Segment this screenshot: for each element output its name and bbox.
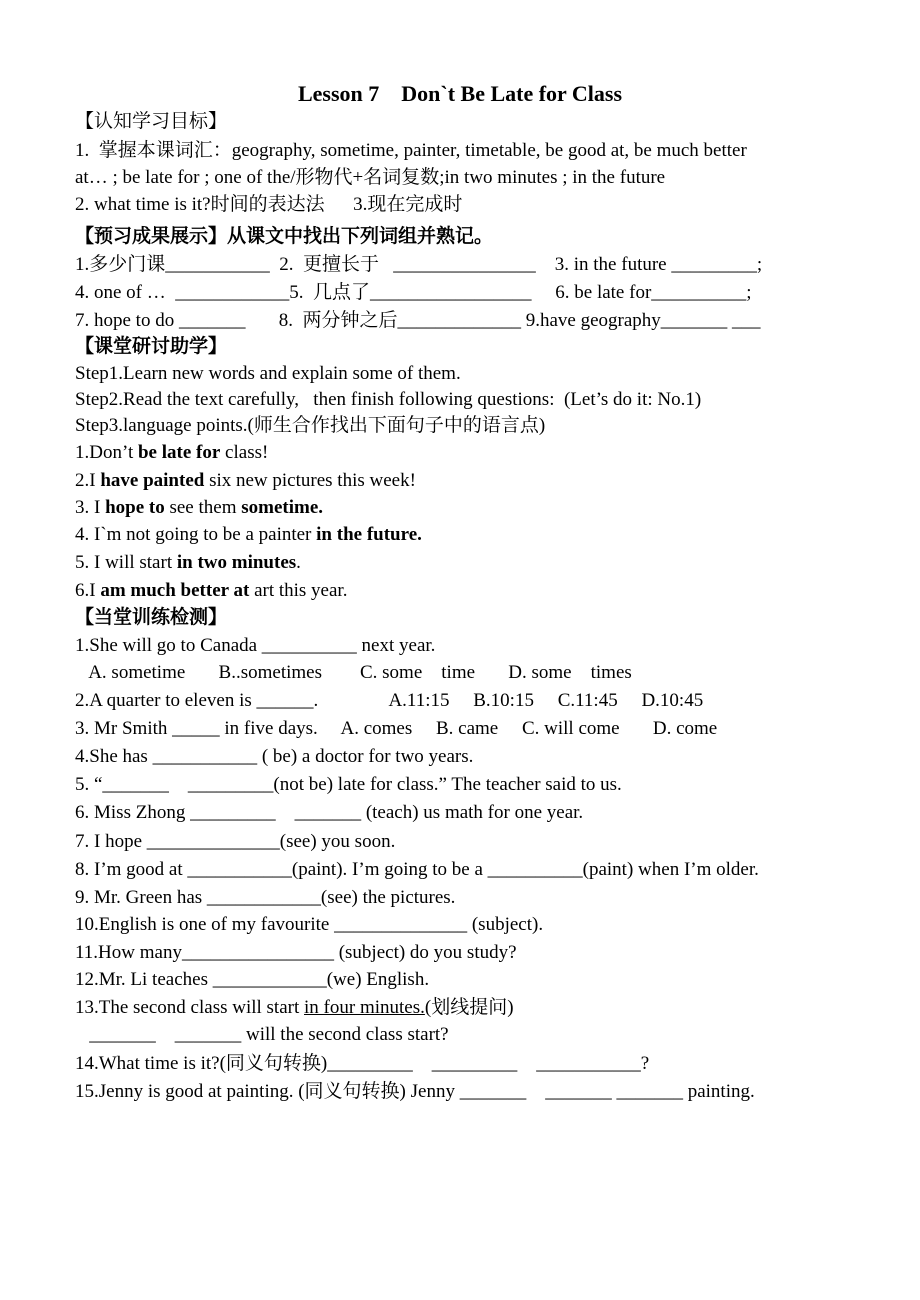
text-segment: 2. what time is it?时间的表达法 3.现在完成时 — [75, 194, 463, 215]
text-segment: 1. 掌握本课词汇：geography, sometime, painter, timetable, be good at, be much better — [75, 140, 747, 161]
underlined-phrase: in four minutes. — [304, 997, 425, 1018]
text-segment: 【当堂训练检测】 — [75, 607, 228, 628]
text-line — [75, 309, 761, 333]
text-segment: 3. I — [75, 497, 106, 518]
text-segment: 【课堂研讨助学】 — [75, 336, 228, 357]
bold-phrase: in the future. — [316, 524, 422, 545]
text-line — [75, 193, 462, 217]
page-title: Lesson 7 Don`t Be Late for Class — [297, 81, 623, 106]
text-segment: 1.多少门课___________ 2. 更擅长于 _______________ 3. in the future _________; — [75, 254, 763, 275]
text-segment: 8. I’m good at ___________(paint). I’m going to be a __________(paint) when I’m older. — [75, 859, 759, 880]
text-line — [75, 496, 323, 520]
text-segment: 6.I — [75, 580, 101, 601]
text-line — [75, 523, 422, 547]
text-line — [75, 281, 752, 305]
text-segment: Step2.Read the text carefully, then finish following questions: (Let’s do it: No.1) — [75, 389, 702, 410]
bold-phrase: am much better at — [100, 580, 250, 601]
text-segment: 1.Don’t — [75, 442, 138, 463]
text-segment: 14.What time is it?(同义句转换)_________ _________ ___________? — [75, 1053, 650, 1074]
bold-phrase: hope to — [105, 497, 165, 518]
bold-phrase: be late for — [137, 442, 221, 463]
section-heading — [75, 110, 227, 134]
text-segment: A. sometime B..sometimes C. some time D. some times — [75, 662, 632, 683]
text-segment: 4.She has ___________ ( be) a doctor for two years. — [75, 746, 474, 767]
text-line — [75, 745, 473, 769]
bold-phrase: sometime. — [241, 497, 324, 518]
text-line — [75, 441, 268, 465]
text-segment: 2.I — [75, 470, 101, 491]
text-segment: 1.She will go to Canada __________ next year. — [75, 635, 436, 656]
text-segment: 9. Mr. Green has ____________(see) the pictures. — [75, 887, 456, 908]
text-segment: . — [296, 552, 301, 573]
text-line — [75, 717, 717, 741]
text-segment: 5. “_______ _________(not be) late for class.” The teacher said to us. — [75, 774, 622, 795]
text-segment: 4. I`m not going to be a painter — [75, 524, 317, 545]
text-segment: see them — [164, 497, 242, 518]
text-segment: Step3.language points.(师生合作找出下面句子中的语言点) — [75, 415, 546, 436]
text-line — [75, 551, 301, 575]
text-segment: 12.Mr. Li teaches ____________(we) English. — [75, 969, 430, 990]
text-segment: six new pictures this week! — [204, 470, 416, 491]
text-segment: 6. Miss Zhong _________ _______ (teach) us math for one year. — [75, 802, 584, 823]
text-segment: 4. one of … ____________5. 几点了_________________ 6. be late for__________; — [75, 282, 752, 303]
text-line — [75, 414, 545, 438]
text-line — [75, 1023, 449, 1047]
bold-phrase: have painted — [100, 470, 205, 491]
text-line — [75, 968, 429, 992]
text-segment: 2.A quarter to eleven is ______. A.11:15 B.10:15 C.11:45 D.10:45 — [75, 690, 704, 711]
text-segment: _______ _______ will the second class start? — [75, 1024, 449, 1045]
text-line — [75, 469, 416, 493]
text-segment: 10.English is one of my favourite ______________ (subject). — [75, 914, 544, 935]
text-segment: at… ; be late for ; one of the/形物代+名词复数;in two minutes ; in the future — [75, 167, 666, 188]
section-heading — [75, 225, 493, 249]
text-segment: 5. I will start — [75, 552, 177, 573]
text-segment: 3. Mr Smith _____ in five days. A. comes B. came C. will come D. come — [75, 718, 718, 739]
text-segment: (划线提问) — [424, 997, 514, 1018]
text-segment: 13.The second class will start — [75, 997, 305, 1018]
text-line — [75, 634, 435, 658]
section-heading — [75, 606, 227, 630]
text-segment: Step1.Learn new words and explain some of them. — [75, 363, 461, 384]
bold-phrase: in two minutes — [176, 552, 297, 573]
text-line — [75, 1052, 649, 1076]
text-line — [75, 661, 632, 685]
text-line — [75, 941, 517, 965]
text-line — [75, 996, 514, 1020]
text-segment: art this year. — [249, 580, 348, 601]
text-segment: 7. I hope ______________(see) you soon. — [75, 831, 396, 852]
text-line — [75, 139, 747, 163]
text-line — [75, 253, 762, 277]
text-segment: 7. hope to do _______ 8. 两分钟之后_____________ 9.have geography_______ ___ — [75, 310, 761, 331]
text-line — [75, 362, 461, 386]
text-segment: 【认知学习目标】 — [75, 111, 228, 132]
text-line — [75, 801, 583, 825]
text-line — [75, 689, 703, 713]
text-segment: 【预习成果展示】从课文中找出下列词组并熟记。 — [75, 226, 494, 247]
text-line — [75, 1080, 755, 1104]
section-heading — [75, 335, 227, 359]
text-segment: class! — [220, 442, 269, 463]
text-line — [75, 858, 759, 882]
text-line — [75, 166, 665, 190]
text-line — [75, 886, 455, 910]
text-line — [75, 579, 347, 603]
text-line — [75, 773, 622, 797]
text-segment: 15.Jenny is good at painting. (同义句转换) Jenny _______ _______ _______ painting. — [75, 1081, 755, 1102]
text-line — [75, 388, 701, 412]
text-line — [75, 830, 395, 854]
text-line — [75, 913, 543, 937]
text-segment: 11.How many________________ (subject) do you study? — [75, 942, 517, 963]
